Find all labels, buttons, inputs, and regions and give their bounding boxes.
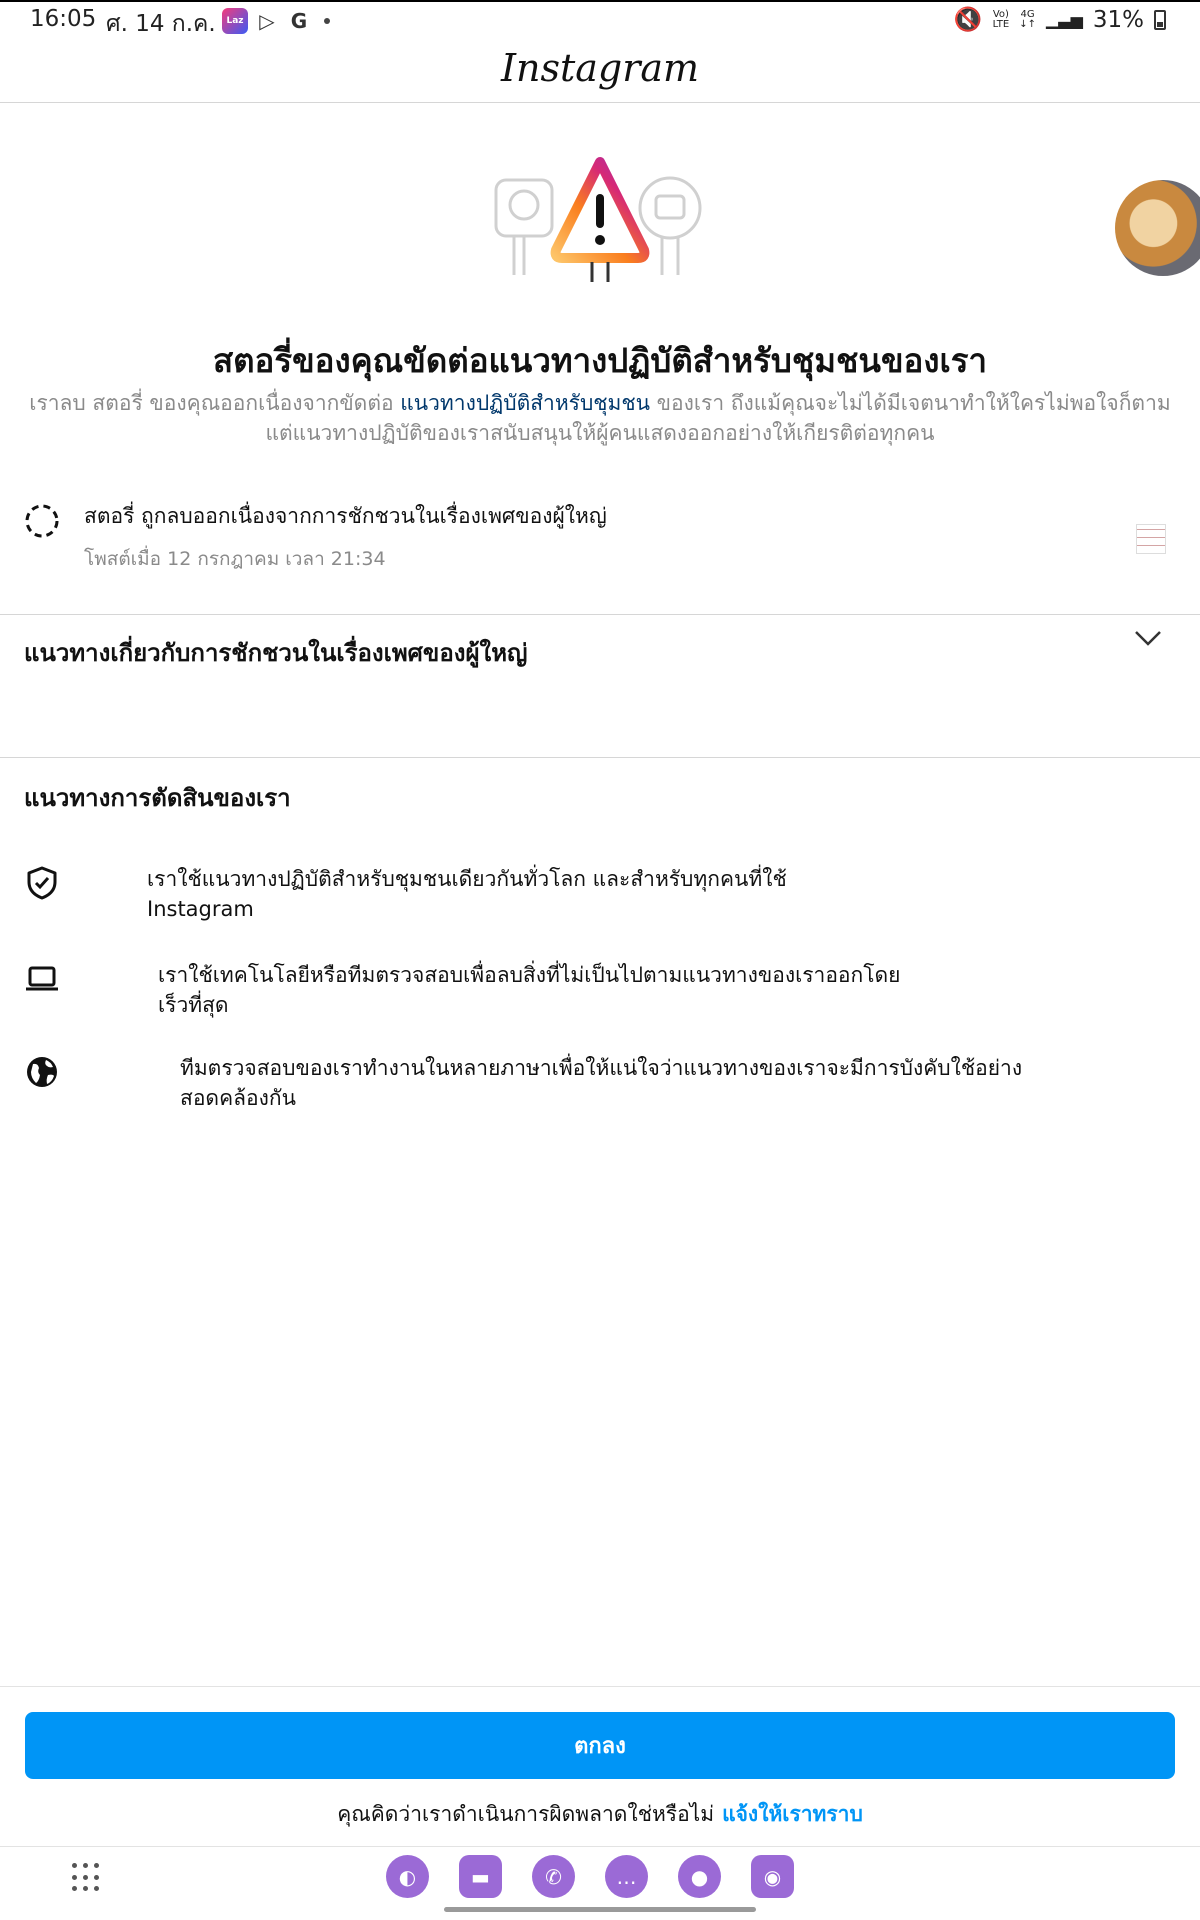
browser-icon[interactable]: ◐	[386, 1855, 429, 1898]
battery-icon	[1154, 10, 1166, 30]
lazada-icon: Laz	[222, 8, 248, 34]
volte-icon: Vo) LTE	[992, 8, 1010, 30]
removed-story-reason: สตอรี่ ถูกลบออกเนื่องจากการชักชวนในเรื่องเพศของผู้ใหญ่	[84, 504, 607, 528]
contacts-icon[interactable]: ●	[678, 1855, 721, 1898]
battery-percent: 31%	[1092, 6, 1144, 33]
notice-description	[20, 388, 1180, 448]
guideline-item-text: เราใช้แนวทางปฏิบัติสำหรับชุมชนเดียวกันทั่วโลก และสำหรับทุกคนที่ใช้ Instagram	[147, 867, 787, 921]
guideline-accordion-title[interactable]: แนวทางเกี่ยวกับการชักชวนในเรื่องเพศของผู้ใหญ่	[24, 639, 528, 667]
ok-button[interactable]: ตกลง	[25, 1712, 1175, 1779]
feedback-row	[0, 1798, 1200, 1831]
status-date: ศ. 14 ก.ค.	[106, 11, 216, 37]
globe-icon	[24, 1054, 60, 1090]
camera-icon[interactable]: ◉	[751, 1855, 794, 1898]
mute-icon: 🔇	[953, 7, 983, 33]
phone-icon[interactable]: ✆	[532, 1855, 575, 1898]
google-icon: G	[290, 9, 308, 33]
status-bar	[0, 0, 1200, 40]
app-dock	[386, 1855, 794, 1898]
instagram-logo: Instagram	[500, 46, 700, 90]
story-posted-time: โพสต์เมื่อ 12 กรกฎาคม เวลา 21:34	[84, 548, 386, 570]
community-guidelines-link[interactable]: แนวทางปฏิบัติสำหรับชุมชน	[400, 391, 650, 415]
divider	[0, 1686, 1200, 1687]
status-time: 16:05	[30, 6, 97, 32]
app-header	[0, 40, 1200, 103]
story-thumbnail[interactable]	[1136, 524, 1166, 554]
chevron-down-icon[interactable]	[1133, 628, 1163, 648]
4g-icon: 4G ↓↑	[1019, 8, 1036, 30]
notification-icons	[222, 8, 330, 34]
divider	[0, 614, 1200, 615]
system-icons	[954, 6, 1166, 33]
signal-icon: ▁▃▅	[1045, 10, 1083, 29]
laptop-icon	[24, 961, 60, 997]
profile-avatar[interactable]	[1115, 180, 1200, 276]
guideline-item-text: เราใช้เทคโนโลยีหรือทีมตรวจสอบเพื่อลบสิ่งที่ไม่เป็นไปตามแนวทางของเราออกโดยเร็วที่สุด	[158, 963, 901, 1017]
desc-text-after: ของเรา ถึงแม้คุณจะไม่ได้มีเจตนาทำให้ใครไม่พอใจก็ตาม แต่แนวทางปฏิบัติของเราสนับสนุนให้ผู้คนแสดงออกอย่างให้เกียรติต่อทุกคน	[265, 391, 1171, 445]
system-navigation-bar	[0, 1846, 1200, 1920]
feedback-text: คุณคิดว่าเราดำเนินการผิดพลาดใช่หรือไม่	[337, 1802, 715, 1826]
folder-icon[interactable]: ▬	[459, 1855, 502, 1898]
home-indicator[interactable]	[444, 1907, 756, 1912]
play-store-icon: ▷	[259, 9, 275, 33]
desc-text-before: เราลบ สตอรี่ ของคุณออกเนื่องจากขัดต่อ	[29, 391, 401, 415]
warning-illustration-icon	[490, 150, 710, 290]
divider	[0, 757, 1200, 758]
app-drawer-icon[interactable]	[72, 1863, 102, 1893]
removed-story-icon	[24, 503, 60, 539]
guideline-item-text: ทีมตรวจสอบของเราทำงานในหลายภาษาเพื่อให้แน่ใจว่าแนวทางของเราจะมีการบังคับใช้อย่างสอดคล้องกัน	[180, 1056, 1023, 1110]
report-mistake-link[interactable]: แจ้งให้เราทราบ	[722, 1802, 863, 1826]
more-notifications-icon	[324, 18, 330, 24]
page-title: สตอรี่ของคุณขัดต่อแนวทางปฏิบัติสำหรับชุมชนของเรา	[212, 341, 987, 380]
shield-check-icon	[24, 865, 60, 901]
messages-icon[interactable]: …	[605, 1855, 648, 1898]
decision-section-title: แนวทางการตัดสินของเรา	[24, 784, 291, 812]
